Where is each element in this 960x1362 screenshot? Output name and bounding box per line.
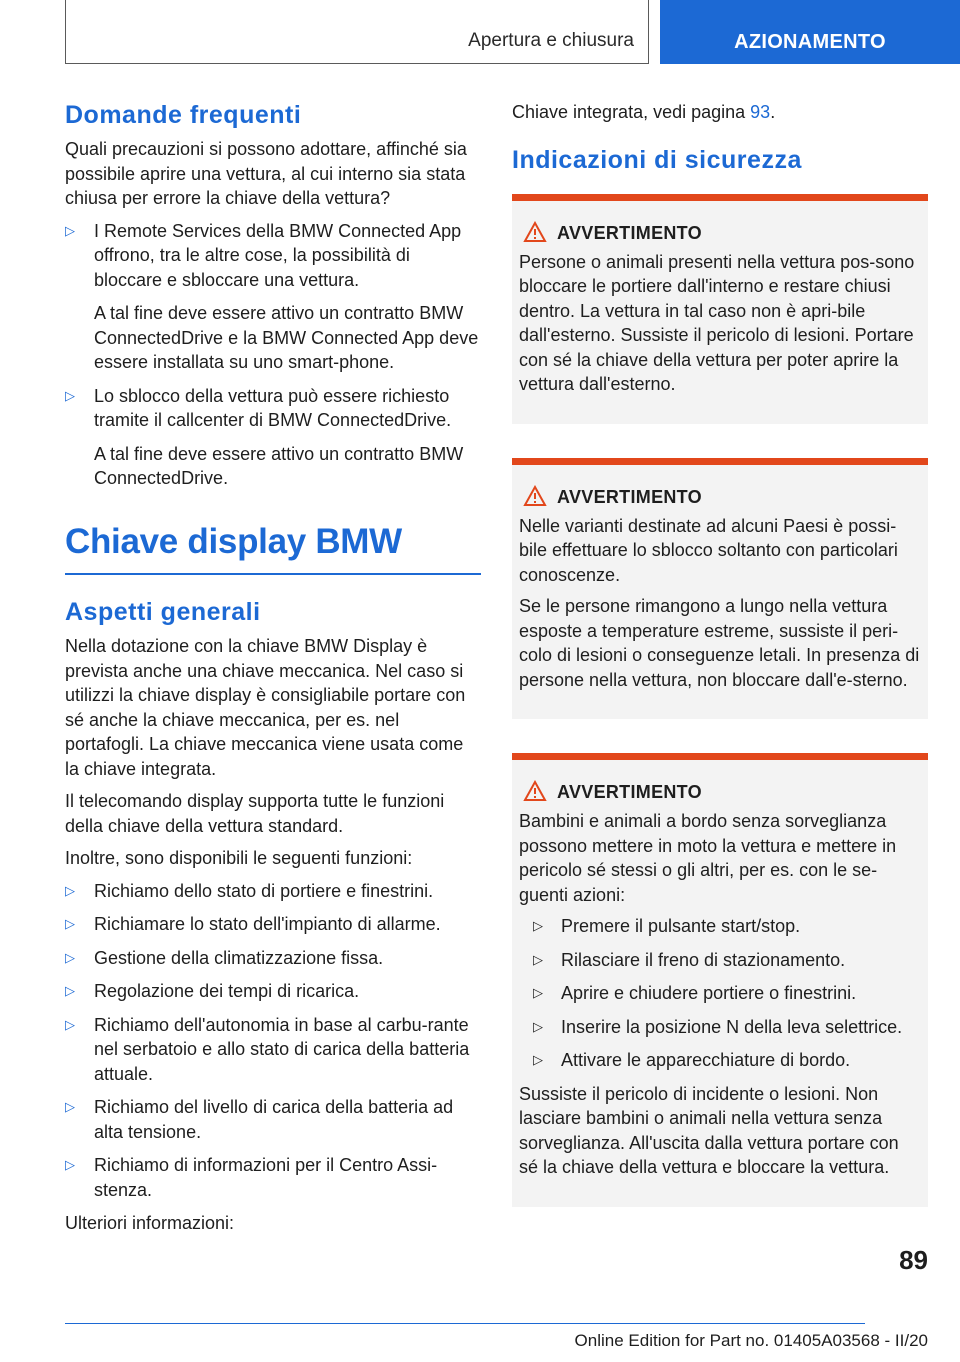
warning-triangle-icon <box>523 221 547 243</box>
warning-label: AVVERTIMENTO <box>557 222 702 243</box>
safety-heading: Indicazioni di sicurezza <box>512 145 802 174</box>
list-item-text: Premere il pulsante start/stop. <box>561 916 801 937</box>
integrated-key-text: Chiave integrata, vedi pagina <box>512 102 751 122</box>
triangle-bullet-icon: ▷ <box>65 1157 75 1172</box>
list-item <box>65 1153 481 1202</box>
list-item <box>65 1013 481 1087</box>
triangle-bullet-icon: ▷ <box>65 1016 75 1032</box>
list-item <box>519 1015 921 1040</box>
chapter-tab[interactable] <box>660 0 960 64</box>
warning-title <box>519 487 921 508</box>
warning-triangle-icon <box>523 485 547 507</box>
general-paragraph: Nella dotazione con la chiave BMW Display è prevista anche una chiave meccanica. Nel caso si utilizzi la chiave display è consigliabile portare con sé anche la chiave meccanica, per es. nel portafogli. La chiave meccanica viene usata come la chiave integrata. <box>65 636 466 779</box>
general-paragraph: Inoltre, sono disponibili le seguenti funzioni: <box>65 848 413 868</box>
warning-label: AVVERTIMENTO <box>557 782 702 803</box>
general-heading: Aspetti generali <box>65 597 261 626</box>
section-title: Apertura e chiusura <box>468 30 634 51</box>
general-paragraph: Il telecomando display supporta tutte le funzioni della chiave della vettura standard. <box>65 791 445 836</box>
list-item-text: Attivare le apparecchiature di bordo. <box>561 1050 851 1071</box>
warning-box <box>512 194 928 424</box>
list-item-text: Regolazione dei tempi di ricarica. <box>94 981 360 1001</box>
list-item-text: Gestione della climatizzazione fissa. <box>94 947 384 968</box>
warning-text: Sussiste il pericolo di incidente o lesioni. Non lasciare bambini o animali nella vettura senza sorveglianza. All'uscita dalla vettura portare con sé la chiave della vettura e bloccare la vettura. <box>519 1083 899 1178</box>
triangle-bullet-icon: ▷ <box>65 387 75 403</box>
header-frame <box>65 0 649 64</box>
warning-text: Se le persone rimangono a lungo nella vettura esposte a temperature estreme, sussiste il peri‐colo di lesioni o conseguenze letali. In presenza di persone nella vettura, non bloccare dall'e‐sterno. <box>519 596 920 690</box>
list-item-text: Richiamo dell'autonomia in base al carbu‐rante nel serbatoio e allo stato di carica della batteria attuale. <box>94 1014 470 1084</box>
triangle-bullet-icon: ▷ <box>65 222 75 238</box>
warning-text: Bambini e animali a bordo senza sorveglianza possono mettere in moto la vettura e mettere in pericolo sé stessi o gli altri, per es. con le se‐guenti azioni: <box>519 811 897 905</box>
triangle-bullet-icon: ▷ <box>65 882 75 898</box>
list-item <box>65 979 481 1004</box>
faq-question: Quali precauzioni si possono adottare, affinché sia possibile aprire una vettura, al cui interno sia stata chiusa per errore la chiave della vettura? <box>65 139 467 209</box>
list-item <box>65 219 481 293</box>
warning-triangle-icon <box>523 780 547 802</box>
list-item-subtext: A tal fine deve essere attivo un contratto BMW ConnectedDrive. <box>94 443 464 489</box>
triangle-bullet-icon: ▷ <box>533 985 543 1001</box>
triangle-bullet-icon: ▷ <box>65 949 75 965</box>
triangle-bullet-icon: ▷ <box>65 916 75 931</box>
list-item-text: Inserire la posizione N della leva selettrice. <box>561 1016 903 1037</box>
list-item <box>519 948 921 973</box>
list-item-text: Richiamo del livello di carica della batteria ad alta tensione. <box>94 1097 454 1142</box>
list-item-text: Richiamare lo stato dell'impianto di allarme. <box>94 914 441 934</box>
page-number: 89 <box>899 1245 928 1275</box>
list-item-text: I Remote Services della BMW Connected App offrono, tra le altre cose, la possibilità di bloccare e sbloccare una vettura. <box>94 220 462 290</box>
list-item <box>65 1095 481 1144</box>
left-column <box>65 100 481 1244</box>
right-column <box>512 100 928 1241</box>
triangle-bullet-icon: ▷ <box>65 983 75 998</box>
footer-edition: Online Edition for Part no. 01405A03568 - II/20 <box>574 1331 928 1350</box>
warning-box <box>512 753 928 1207</box>
list-item-text: Lo sblocco della vettura può essere richiesto tramite il callcenter di BMW ConnectedDrive. <box>94 385 452 431</box>
triangle-bullet-icon: ▷ <box>65 1099 75 1114</box>
chapter-tab-label: AZIONAMENTO <box>734 31 886 53</box>
list-item <box>65 912 481 937</box>
list-item-subtext: A tal fine deve essere attivo un contratto BMW ConnectedDrive e la BMW Connected App deve essere installata su uno smart‐phone. <box>94 303 479 373</box>
faq-heading: Domande frequenti <box>65 101 302 129</box>
triangle-bullet-icon: ▷ <box>533 1052 543 1068</box>
warning-text: Nelle varianti destinate ad alcuni Paesi è possi‐bile effettuare lo sblocco soltanto con particolari conoscenze. <box>519 515 898 585</box>
footer-rule <box>65 1323 865 1324</box>
list-item <box>519 914 921 939</box>
triangle-bullet-icon: ▷ <box>533 918 543 934</box>
heading-rule <box>65 573 481 575</box>
list-item <box>65 879 481 904</box>
main-heading: Chiave display BMW <box>65 521 402 561</box>
warning-box <box>512 458 928 720</box>
more-info-text: Ulteriori informazioni: <box>65 1213 235 1233</box>
punctuation: . <box>770 102 776 122</box>
list-item-text: Aprire e chiudere portiere o finestrini. <box>561 983 857 1004</box>
warning-title <box>519 782 921 803</box>
integrated-key-ref <box>512 100 928 125</box>
list-item-text: Richiamo dello stato di portiere e finestrini. <box>94 880 434 901</box>
list-item-text: Rilasciare il freno di stazionamento. <box>561 949 846 970</box>
list-item <box>65 384 481 433</box>
warning-title <box>519 223 921 244</box>
triangle-bullet-icon: ▷ <box>533 951 543 967</box>
warning-text: Persone o animali presenti nella vettura pos‐sono bloccare le portiere dall'interno e restare chiusi dentro. La vettura in tal caso non è apri‐bile dall'esterno. Sussiste il pericolo di lesioni. Portare con sé la chiave della vettura per poter aprire la vettura dall'esterno. <box>519 251 915 395</box>
list-item <box>519 981 921 1006</box>
list-item <box>65 946 481 971</box>
list-item <box>519 1048 921 1073</box>
list-item-text: Richiamo di informazioni per il Centro Assi‐stenza. <box>94 1155 438 1200</box>
triangle-bullet-icon: ▷ <box>533 1018 543 1034</box>
warning-label: AVVERTIMENTO <box>557 486 702 507</box>
page-link[interactable]: 93 <box>750 102 771 122</box>
